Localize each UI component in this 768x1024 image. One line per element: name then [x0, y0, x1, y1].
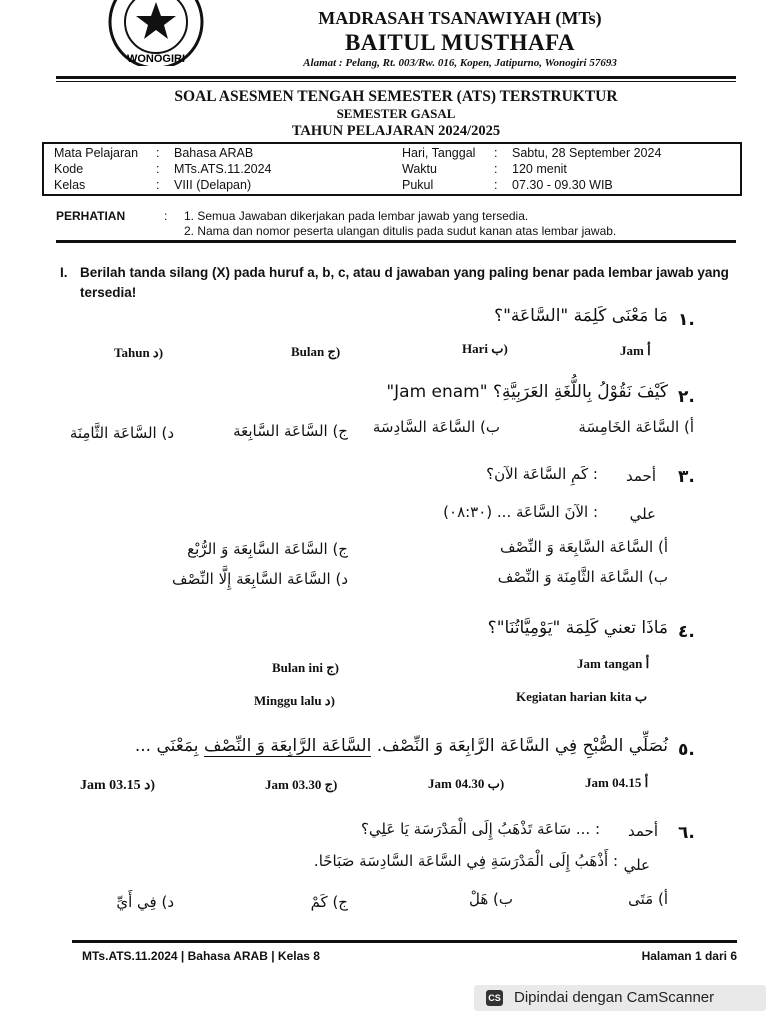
question-number: ٦. — [678, 823, 695, 843]
option-b: Jam 04.30 ب) — [428, 776, 505, 791]
info-colon: : — [494, 178, 498, 192]
option-a: أ) مَتَى — [628, 890, 668, 908]
question-text: كَيْفَ نَقُوْلُ بِاللُّغَةِ العَرَبِيَّةِ؟ "Jam enam" — [386, 382, 668, 402]
info-value: VIII (Delapan) — [174, 178, 252, 192]
dialog-speaker: أحمد — [628, 822, 658, 840]
question-text-part: نُصَلِّي الصُّبْحِ فِي السَّاعَة الرَّابِعَة وَ النِّصْف. — [371, 736, 668, 756]
exam-semester: SEMESTER GASAL — [336, 106, 456, 121]
info-row — [44, 178, 740, 194]
dialog-line: : أَذْهَبُ إِلَى الْمَدْرَسَةِ فِي السَّاعَة السَّادِسَة صَبَاحًا. — [313, 852, 618, 870]
info-colon: : — [494, 162, 498, 176]
info-colon: : — [156, 178, 160, 192]
option-c: ج) كَمْ — [310, 893, 348, 911]
question-number: ٥. — [678, 740, 695, 760]
dialog-line: : ... سَاعَة تَذْهَبُ إِلَى الْمَدْرَسَة يَا عَلِي؟ — [360, 820, 600, 838]
page-total: 6 — [730, 949, 737, 963]
dialog-speaker: أحمد — [626, 467, 656, 485]
option-b: ب) السَّاعَة الثَّامِنَة وَ النِّصْف — [497, 568, 668, 586]
option-c: ج) السَّاعَة السَّابِعَة — [233, 422, 348, 440]
school-type: MADRASAH TSANAWIYAH (MTs) — [318, 8, 602, 28]
info-label: Pukul — [402, 178, 434, 192]
info-colon: : — [156, 162, 160, 176]
section-number: I. — [60, 265, 68, 280]
scanner-watermark — [474, 985, 766, 1011]
info-value: 120 menit — [512, 162, 567, 176]
option-b: Kegiatan harian kita ب — [516, 689, 648, 704]
exam-title: SOAL ASESMEN TENGAH SEMESTER (ATS) TERSTRUKTUR — [174, 88, 618, 105]
option-b: Hari ب) — [462, 341, 508, 356]
page-indicator — [642, 949, 737, 963]
exam-year: TAHUN PELAJARAN 2024/2025 — [291, 123, 501, 139]
header-divider-thin — [56, 81, 736, 82]
question-text — [135, 736, 668, 756]
option-c: Jam 03.30 ج) — [265, 777, 338, 792]
option-b: ب) السَّاعَة السَّادِسَة — [372, 418, 500, 436]
info-colon: : — [156, 146, 160, 160]
option-c: ج) السَّاعَة السَّابِعَة وَ الرُّبْع — [187, 540, 348, 558]
info-value: Bahasa ARAB — [174, 146, 254, 160]
option-a: Jam أ — [620, 343, 651, 358]
question-text: مَاذَا تعني كَلِمَة "يَوْمِيَّاتُنَا"؟ — [487, 618, 668, 638]
info-label: Kode — [54, 162, 84, 176]
info-label: Kelas — [54, 178, 86, 192]
info-value: 07.30 - 09.30 WIB — [512, 178, 613, 192]
info-row — [44, 146, 740, 162]
option-d: Jam 03.15 د) — [80, 778, 156, 793]
logo-bottom-text: WONOGIRI — [126, 53, 186, 65]
dialog-speaker: علي — [629, 505, 656, 523]
footer-info: MTs.ATS.11.2024 | Bahasa ARAB | Kelas 8 — [82, 949, 320, 963]
footer-divider — [72, 940, 737, 943]
scanner-text: Dipindai dengan CamScanner — [514, 989, 715, 1006]
question-number: ٢. — [678, 387, 695, 407]
option-d: Minggu lalu د) — [254, 693, 335, 708]
option-d: د) السَّاعَة السَّابِعَة إِلَّا النِّصْف — [172, 570, 348, 588]
page-mid: dari — [701, 949, 731, 963]
question-text: مَا مَعْنَى كَلِمَة "السَّاعَة"؟ — [494, 306, 668, 326]
question-number: ٣. — [678, 467, 695, 487]
info-label: Mata Pelajaran — [54, 146, 139, 160]
school-name: BAITUL MUSTHAFA — [344, 30, 576, 55]
page-number: 1 — [694, 949, 702, 963]
option-a: أ) السَّاعَة الخَامِسَة — [578, 418, 694, 436]
question-number: ١. — [678, 310, 695, 330]
option-c: Bulan ini ج) — [272, 660, 339, 675]
option-c: Bulan ج) — [291, 344, 341, 359]
option-a: Jam 04.15 أ — [585, 775, 649, 790]
header-divider — [56, 76, 736, 79]
attention-item: 1. Semua Jawaban dikerjakan pada lembar jawab yang tersedia. — [184, 209, 529, 223]
dialog-speaker: علي — [623, 856, 650, 874]
camscanner-icon: CS — [486, 990, 503, 1006]
option-b: ب) هَلْ — [468, 890, 513, 908]
school-logo — [106, 0, 206, 66]
attention-colon: : — [164, 209, 168, 223]
info-colon: : — [494, 146, 498, 160]
info-row — [44, 162, 740, 178]
option-a: أ) السَّاعَة السَّابِعَة وَ النِّصْف — [500, 538, 668, 556]
option-d: د) فِي أَيِّ — [116, 893, 174, 911]
option-d: د) السَّاعَة الثَّامِنَة — [69, 424, 174, 442]
school-address: Alamat : Pelang, Rt. 003/Rw. 016, Kopen, Jatipurno, Wonogiri 57693 — [303, 57, 617, 69]
exam-info-box — [42, 142, 742, 196]
instruction-text: Berilah tanda silang (X) pada huruf a, b, c, atau d jawaban yang paling benar pada lembar jawab yang tersedia! — [80, 265, 729, 300]
attention-divider — [56, 240, 736, 243]
option-d: Tahun د) — [114, 345, 164, 360]
info-label: Waktu — [402, 162, 437, 176]
info-value: MTs.ATS.11.2024 — [174, 162, 272, 176]
option-a: Jam tangan أ — [577, 656, 650, 671]
info-label: Hari, Tanggal — [402, 146, 476, 160]
question-underlined: السَّاعَة الرَّابِعَة وَ النِّصْف — [203, 736, 372, 756]
info-value: Sabtu, 28 September 2024 — [512, 146, 662, 160]
question-number: ٤. — [678, 622, 695, 642]
attention-label: PERHATIAN — [56, 209, 126, 223]
page-prefix: Halaman — [641, 949, 695, 963]
dialog-line: : الآنَ السَّاعَة ... (٠٨:٣٠) — [443, 503, 598, 521]
question-text-part: بِمَعْنَي ... — [134, 736, 204, 756]
dialog-line: : كَمِ السَّاعَة الآن؟ — [486, 465, 598, 483]
attention-item: 2. Nama dan nomor peserta ulangan ditulis pada sudut kanan atas lembar jawab. — [184, 224, 617, 238]
